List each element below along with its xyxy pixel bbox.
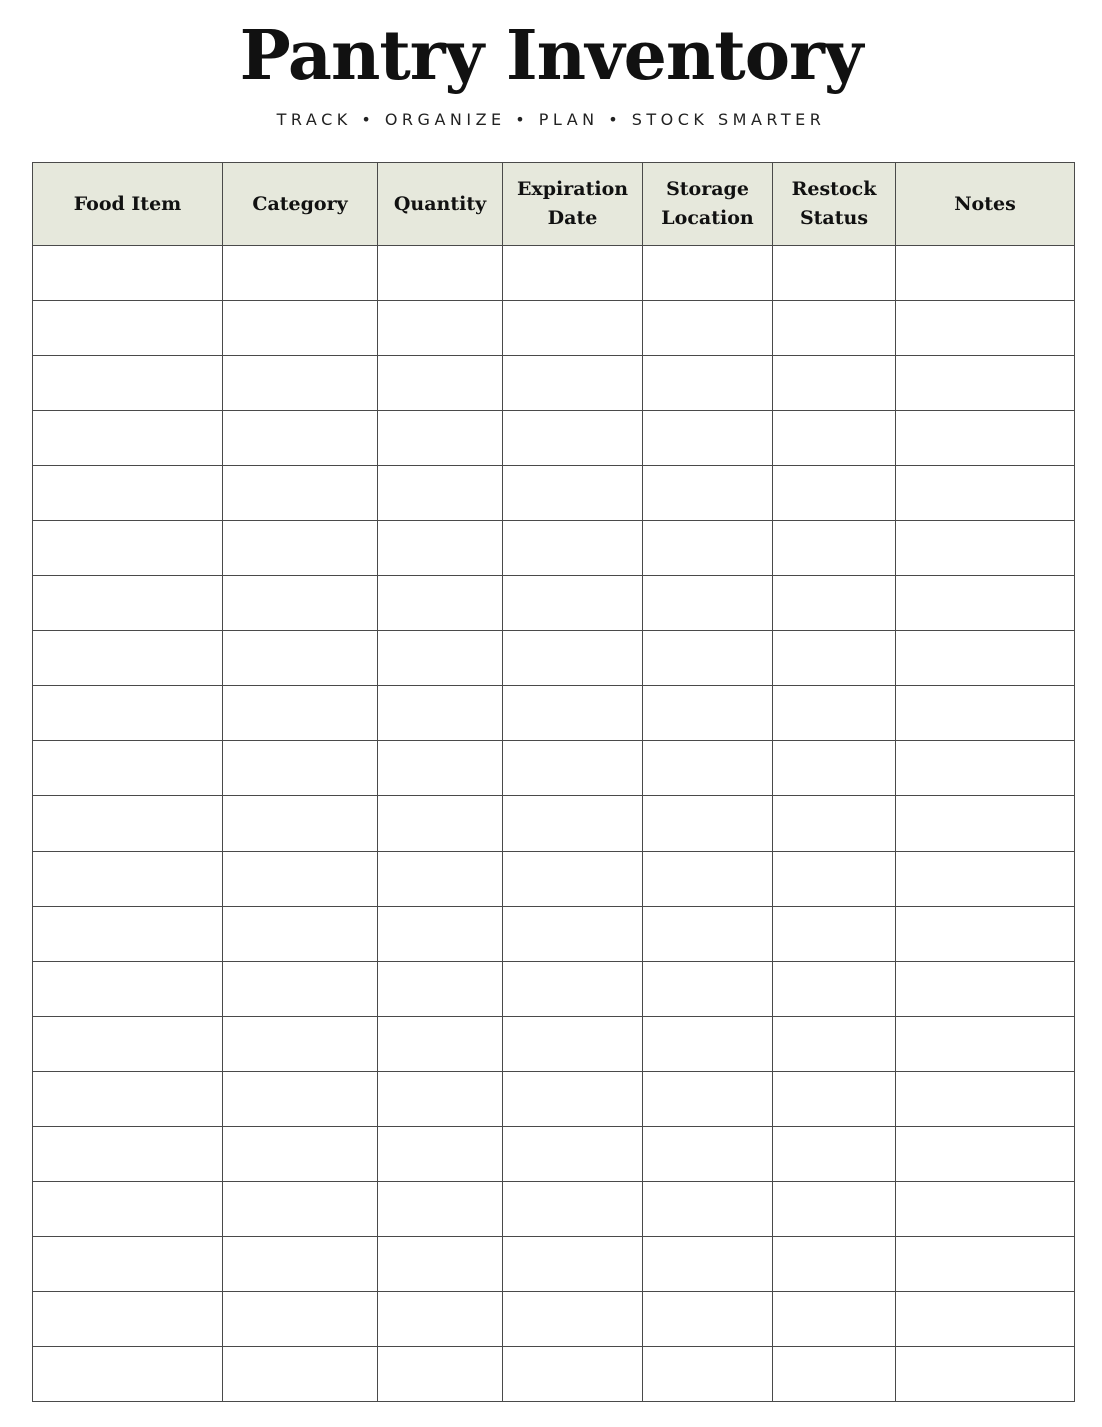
table-cell-quantity bbox=[378, 1236, 503, 1291]
table-cell-storage-location bbox=[643, 411, 773, 466]
table-cell-category bbox=[223, 906, 378, 961]
table-cell-food-item bbox=[33, 466, 223, 521]
table-cell-category bbox=[223, 521, 378, 576]
table-cell-notes bbox=[896, 466, 1075, 521]
table-cell-expiration-date bbox=[503, 466, 643, 521]
table-cell-quantity bbox=[378, 686, 503, 741]
table-cell-quantity bbox=[378, 1071, 503, 1126]
table-cell-restock-status bbox=[773, 1291, 896, 1346]
table-cell-category bbox=[223, 851, 378, 906]
table-cell-restock-status bbox=[773, 301, 896, 356]
table-cell-quantity bbox=[378, 356, 503, 411]
table-cell-category bbox=[223, 1071, 378, 1126]
column-header-storage-location: Storage Location bbox=[643, 163, 773, 246]
table-cell-notes bbox=[896, 576, 1075, 631]
table-cell-notes bbox=[896, 906, 1075, 961]
table-cell-restock-status bbox=[773, 906, 896, 961]
table-cell-notes bbox=[896, 1016, 1075, 1071]
table-cell-category bbox=[223, 961, 378, 1016]
table-row bbox=[33, 466, 1075, 521]
table-cell-storage-location bbox=[643, 1236, 773, 1291]
table-cell-storage-location bbox=[643, 796, 773, 851]
table-cell-restock-status bbox=[773, 356, 896, 411]
table-cell-notes bbox=[896, 741, 1075, 796]
column-header-category: Category bbox=[223, 163, 378, 246]
table-cell-restock-status bbox=[773, 246, 896, 301]
table-cell-expiration-date bbox=[503, 741, 643, 796]
column-header-expiration-date: Expiration Date bbox=[503, 163, 643, 246]
table-cell-storage-location bbox=[643, 301, 773, 356]
table-cell-notes bbox=[896, 356, 1075, 411]
table-cell-expiration-date bbox=[503, 301, 643, 356]
table-cell-notes bbox=[896, 796, 1075, 851]
column-header-quantity: Quantity bbox=[378, 163, 503, 246]
table-cell-storage-location bbox=[643, 1016, 773, 1071]
table-row bbox=[33, 521, 1075, 576]
table-cell-quantity bbox=[378, 576, 503, 631]
table-cell-category bbox=[223, 246, 378, 301]
table-cell-food-item bbox=[33, 631, 223, 686]
table-cell-expiration-date bbox=[503, 356, 643, 411]
table-cell-quantity bbox=[378, 1346, 503, 1401]
table-cell-storage-location bbox=[643, 1071, 773, 1126]
table-cell-quantity bbox=[378, 1291, 503, 1346]
table-cell-quantity bbox=[378, 1016, 503, 1071]
table-cell-quantity bbox=[378, 301, 503, 356]
table-cell-restock-status bbox=[773, 851, 896, 906]
table-cell-storage-location bbox=[643, 1126, 773, 1181]
table-cell-expiration-date bbox=[503, 246, 643, 301]
table-cell-food-item bbox=[33, 356, 223, 411]
inventory-table bbox=[32, 162, 1075, 1402]
table-cell-notes bbox=[896, 1071, 1075, 1126]
table-cell-category bbox=[223, 1126, 378, 1181]
table-cell-storage-location bbox=[643, 576, 773, 631]
table-cell-food-item bbox=[33, 961, 223, 1016]
table-cell-quantity bbox=[378, 631, 503, 686]
table-cell-expiration-date bbox=[503, 1236, 643, 1291]
table-cell-expiration-date bbox=[503, 631, 643, 686]
table-row bbox=[33, 796, 1075, 851]
table-cell-food-item bbox=[33, 1126, 223, 1181]
table-cell-category bbox=[223, 1236, 378, 1291]
page-subtitle: TRACK • ORGANIZE • PLAN • STOCK SMARTER bbox=[276, 110, 826, 129]
table-row bbox=[33, 1346, 1075, 1401]
table-cell-category bbox=[223, 1181, 378, 1236]
table-cell-category bbox=[223, 631, 378, 686]
table-row bbox=[33, 411, 1075, 466]
table-row bbox=[33, 1071, 1075, 1126]
table-cell-food-item bbox=[33, 686, 223, 741]
table-cell-restock-status bbox=[773, 521, 896, 576]
table-row bbox=[33, 906, 1075, 961]
column-header-food-item: Food Item bbox=[33, 163, 223, 246]
table-cell-category bbox=[223, 1291, 378, 1346]
table-cell-expiration-date bbox=[503, 1346, 643, 1401]
table-cell-storage-location bbox=[643, 851, 773, 906]
table-cell-restock-status bbox=[773, 1181, 896, 1236]
table-body bbox=[33, 246, 1075, 1402]
table-cell-quantity bbox=[378, 466, 503, 521]
table-cell-category bbox=[223, 1346, 378, 1401]
table-cell-storage-location bbox=[643, 1291, 773, 1346]
table-row bbox=[33, 851, 1075, 906]
table-cell-expiration-date bbox=[503, 1071, 643, 1126]
table-cell-storage-location bbox=[643, 1181, 773, 1236]
table-row bbox=[33, 1236, 1075, 1291]
table-header-row bbox=[33, 163, 1075, 246]
table-cell-quantity bbox=[378, 521, 503, 576]
table-row bbox=[33, 631, 1075, 686]
table-cell-restock-status bbox=[773, 1346, 896, 1401]
table-cell-storage-location bbox=[643, 631, 773, 686]
table-cell-restock-status bbox=[773, 1126, 896, 1181]
table-row bbox=[33, 301, 1075, 356]
table-cell-notes bbox=[896, 411, 1075, 466]
table-cell-quantity bbox=[378, 1126, 503, 1181]
table-cell-restock-status bbox=[773, 1016, 896, 1071]
table-cell-quantity bbox=[378, 741, 503, 796]
table-cell-expiration-date bbox=[503, 1181, 643, 1236]
table-cell-restock-status bbox=[773, 466, 896, 521]
table-cell-storage-location bbox=[643, 1346, 773, 1401]
table-row bbox=[33, 356, 1075, 411]
table-cell-expiration-date bbox=[503, 521, 643, 576]
table-row bbox=[33, 1291, 1075, 1346]
table-cell-storage-location bbox=[643, 961, 773, 1016]
table-cell-notes bbox=[896, 851, 1075, 906]
table-cell-notes bbox=[896, 301, 1075, 356]
table-row bbox=[33, 686, 1075, 741]
table-cell-notes bbox=[896, 631, 1075, 686]
table-row bbox=[33, 1181, 1075, 1236]
column-header-notes: Notes bbox=[896, 163, 1075, 246]
table-cell-food-item bbox=[33, 1291, 223, 1346]
table-cell-restock-status bbox=[773, 1071, 896, 1126]
table-cell-storage-location bbox=[643, 906, 773, 961]
table-cell-quantity bbox=[378, 851, 503, 906]
table-cell-notes bbox=[896, 1181, 1075, 1236]
table-cell-food-item bbox=[33, 741, 223, 796]
table-cell-food-item bbox=[33, 851, 223, 906]
table-cell-restock-status bbox=[773, 686, 896, 741]
table-cell-category bbox=[223, 301, 378, 356]
column-header-restock-status: Restock Status bbox=[773, 163, 896, 246]
table-cell-expiration-date bbox=[503, 1126, 643, 1181]
table-cell-food-item bbox=[33, 1346, 223, 1401]
table-cell-quantity bbox=[378, 411, 503, 466]
table-row bbox=[33, 1126, 1075, 1181]
table-cell-notes bbox=[896, 1236, 1075, 1291]
table-row bbox=[33, 576, 1075, 631]
table-cell-quantity bbox=[378, 796, 503, 851]
table-cell-quantity bbox=[378, 246, 503, 301]
table-cell-restock-status bbox=[773, 741, 896, 796]
table-cell-expiration-date bbox=[503, 796, 643, 851]
table-cell-notes bbox=[896, 521, 1075, 576]
table-cell-food-item bbox=[33, 1181, 223, 1236]
table-cell-expiration-date bbox=[503, 906, 643, 961]
table-cell-restock-status bbox=[773, 961, 896, 1016]
table-cell-notes bbox=[896, 1291, 1075, 1346]
table-cell-category bbox=[223, 411, 378, 466]
table-cell-expiration-date bbox=[503, 961, 643, 1016]
table-cell-food-item bbox=[33, 411, 223, 466]
table-cell-category bbox=[223, 1016, 378, 1071]
table-cell-food-item bbox=[33, 301, 223, 356]
table-cell-food-item bbox=[33, 521, 223, 576]
table-cell-category bbox=[223, 576, 378, 631]
table-cell-quantity bbox=[378, 906, 503, 961]
table-cell-notes bbox=[896, 1346, 1075, 1401]
page-title: Pantry Inventory bbox=[239, 16, 863, 96]
table-cell-storage-location bbox=[643, 521, 773, 576]
table-cell-expiration-date bbox=[503, 576, 643, 631]
table-cell-category bbox=[223, 741, 378, 796]
table-cell-storage-location bbox=[643, 741, 773, 796]
table-cell-storage-location bbox=[643, 246, 773, 301]
table-cell-restock-status bbox=[773, 576, 896, 631]
table-cell-food-item bbox=[33, 576, 223, 631]
table-cell-food-item bbox=[33, 906, 223, 961]
table-row bbox=[33, 741, 1075, 796]
table-cell-storage-location bbox=[643, 466, 773, 521]
table-cell-notes bbox=[896, 1126, 1075, 1181]
table-cell-category bbox=[223, 466, 378, 521]
table-cell-notes bbox=[896, 686, 1075, 741]
table-row bbox=[33, 1016, 1075, 1071]
table-cell-food-item bbox=[33, 246, 223, 301]
table-cell-expiration-date bbox=[503, 1016, 643, 1071]
table-cell-expiration-date bbox=[503, 686, 643, 741]
table-cell-expiration-date bbox=[503, 1291, 643, 1346]
table-row bbox=[33, 961, 1075, 1016]
table-row bbox=[33, 246, 1075, 301]
table-cell-expiration-date bbox=[503, 851, 643, 906]
table-cell-expiration-date bbox=[503, 411, 643, 466]
table-cell-quantity bbox=[378, 1181, 503, 1236]
table-cell-notes bbox=[896, 246, 1075, 301]
table-cell-category bbox=[223, 686, 378, 741]
table-cell-storage-location bbox=[643, 356, 773, 411]
table-cell-notes bbox=[896, 961, 1075, 1016]
table-cell-restock-status bbox=[773, 1236, 896, 1291]
table-cell-quantity bbox=[378, 961, 503, 1016]
table-cell-food-item bbox=[33, 1016, 223, 1071]
table-cell-category bbox=[223, 356, 378, 411]
table-cell-food-item bbox=[33, 1071, 223, 1126]
table-cell-restock-status bbox=[773, 796, 896, 851]
table-cell-restock-status bbox=[773, 631, 896, 686]
table-cell-restock-status bbox=[773, 411, 896, 466]
table-cell-category bbox=[223, 796, 378, 851]
table-cell-food-item bbox=[33, 796, 223, 851]
table-cell-storage-location bbox=[643, 686, 773, 741]
table-cell-food-item bbox=[33, 1236, 223, 1291]
